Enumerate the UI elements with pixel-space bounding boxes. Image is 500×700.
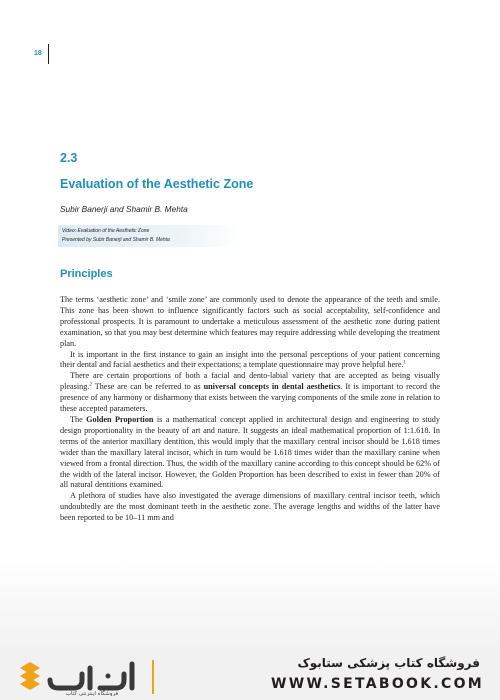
page-number-rule: [48, 44, 49, 64]
section-title: Evaluation of the Aesthetic Zone: [60, 177, 254, 191]
setabook-logo-icon: [16, 658, 146, 696]
video-title: Video: Evaluation of the Aesthetic Zone: [62, 228, 150, 234]
reference-1[interactable]: 1: [403, 360, 407, 366]
paragraph-5: A plethora of studies have also investigated the average dimensions of maxillary central incisor teeth, which undoubtedly are the most dominant teeth in the aesthetic zone. The average lengths and widths of the latter have been reported to be 10–11 mm and: [60, 491, 440, 523]
section-authors: Subir Banerji and Shamir B. Mehta: [60, 204, 188, 214]
video-link-box[interactable]: [58, 225, 241, 247]
paragraph-3: There are certain proportions of both a facial and dento-labial variety that are accepted as being visually pleasing.$^2$ These are can be referred to as universal concepts in dental aesthetics. It is important to record the presence of any harmony or disharmony that exists between the varying components of the smile zone in relation to these accepted parameters.: [60, 371, 440, 414]
golden-proportion-term: Golden Proportion: [86, 414, 154, 424]
logo-text: ستابوک: [16, 658, 20, 659]
page-number: 18: [34, 50, 42, 57]
footer-divider: [152, 660, 154, 694]
store-name: فروشگاه کتاب پزشکی ستابوک: [297, 656, 480, 670]
bottom-fade: [0, 560, 500, 650]
paragraph-1: The terms ‘aesthetic zone’ and ‘smile zone’ are commonly used to denote the appearance of the teeth and smile. This zone has been shown to influence significantly factors such as social acceptability, self-confidence and professional prospects. It is paramount to undertake a meticulous assessment of the aesthetic zone during patient examination, so that you may best determine which features may require addressing while developing the treatment plan.: [60, 295, 440, 348]
universal-concepts-term: universal concepts in dental aesthetics: [203, 382, 341, 392]
body-text: [60, 295, 440, 524]
logo-subtitle: فروشگاه اینترنتی کتاب: [65, 691, 119, 696]
section-number: 2.3: [60, 151, 78, 165]
video-presenters: Presented by Subir Banerji and Shamir B. Mehta: [62, 237, 170, 243]
principles-heading: Principles: [60, 268, 113, 280]
reference-2[interactable]: 2: [89, 382, 92, 388]
paragraph-4: The Golden Proportion is a mathematical concept applied in architectural design and engineering to study design proportionality in the beauty of art and nature. It suggests an ideal mathematical proportion of 1:1.618. In terms of the anterior maxillary dentition, this would imply that the maxillary central incisor should be 1.618 times wider than the maxillary lateral incisor, which in turn would be 1.618 times wider than the maxillary canine when viewed from a frontal direction. Thus, the width of the maxillary canine according to this concept should be 62% of the width of the lateral incisor. However, the Golden Proportion has been described to exist in fewer than 20% of all natural dentitions examined.: [60, 414, 440, 490]
store-url-link[interactable]: WWW.SETABOOK.COM: [271, 676, 484, 692]
paragraph-2: It is important in the first instance to gain an insight into the personal perceptions of your patient concerning their dental and facial aesthetics and their expectations; a template questionnaire may prove helpful here.$^1$: [60, 349, 440, 370]
